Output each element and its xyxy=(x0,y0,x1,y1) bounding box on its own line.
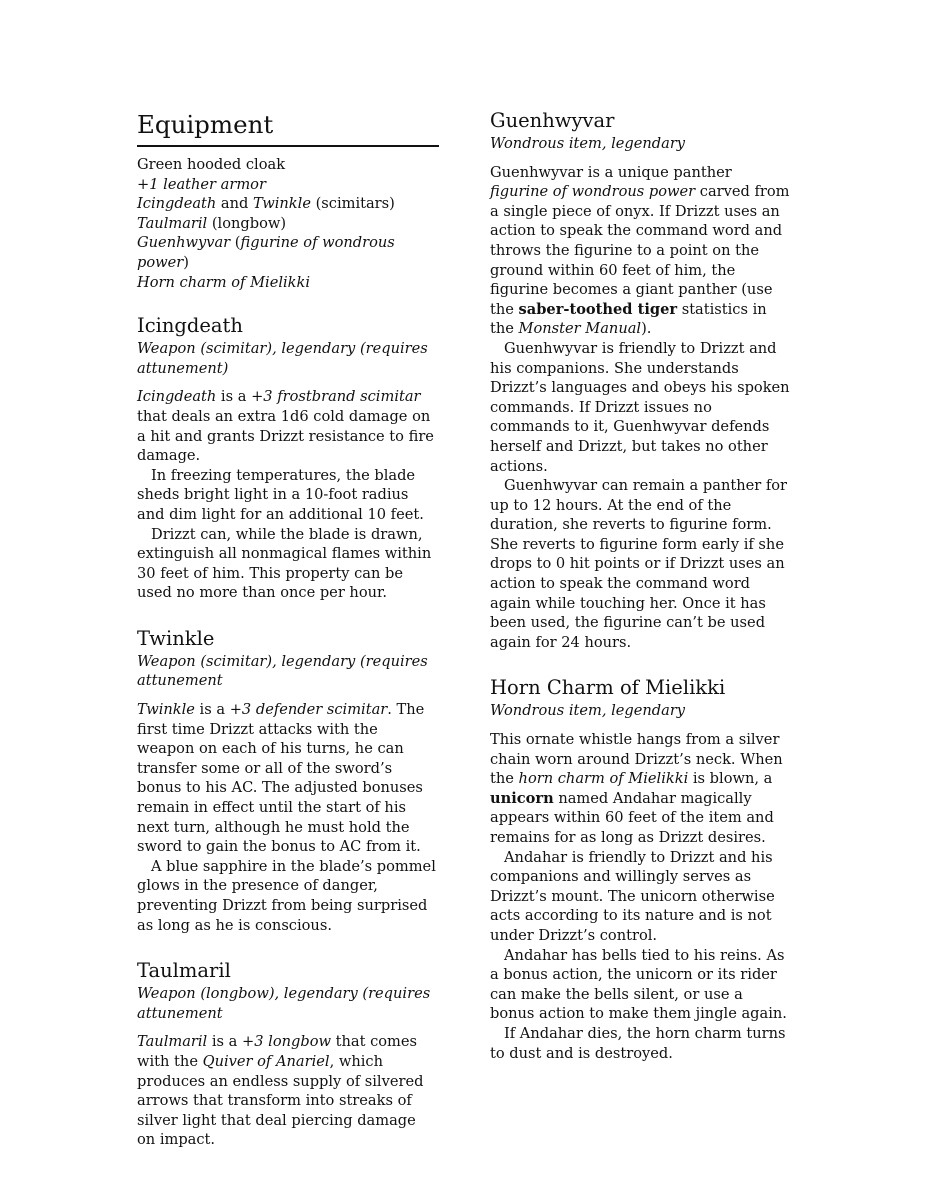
twinkle-subtitle: Weapon (scimitar), legendary (requires attunement xyxy=(137,652,428,690)
list-item: Icingdeath and Twinkle (scimitars) xyxy=(137,195,395,213)
guenhwyvar-paragraph-2: Guenhwyvar is friendly to Drizzt and his companions. She understands Drizzt’s languages and obeys his spoken commands. If Drizzt issues no commands to it, Guenhwyvar defends herself and Drizzt, but takes no other actions. xyxy=(490,339,790,475)
left-column xyxy=(137,108,437,1150)
icingdeath-subtitle: Weapon (scimitar), legendary (requires attunement) xyxy=(137,340,428,377)
taulmaril-title: Taulmaril xyxy=(137,959,231,983)
icingdeath-title: Icingdeath xyxy=(137,314,243,338)
guenhwyvar-subtitle: Wondrous item, legendary xyxy=(490,135,686,152)
guenhwyvar-title: Guenhwyvar xyxy=(490,109,615,132)
horn-charm-paragraph-4: If Andahar dies, the horn charm turns to dust and is destroyed. xyxy=(490,1024,786,1062)
list-item: +1 leather armor xyxy=(137,175,266,193)
icingdeath-paragraph-3: Drizzt can, while the blade is drawn, extinguish all nonmagical flames within 30 feet of him. This property can be used no more than once per hour. xyxy=(137,525,432,602)
horn-charm-paragraph-3: Andahar has bells tied to his reins. As a bonus action, the unicorn or its rider can make the bells silent, or use a bonus action to make them jingle again. xyxy=(490,946,787,1023)
taulmaril-paragraph-1: Taulmaril is a +3 longbow that comes with the Quiver of Anariel, which produces an endless supply of silvered arrows that transform into streaks of silver light that deal piercing damage on impact. xyxy=(137,1033,424,1149)
horn-charm-subtitle: Wondrous item, legendary xyxy=(490,702,686,720)
list-item: Horn charm of Mielikki xyxy=(137,273,311,291)
equipment-heading: Equipment xyxy=(137,108,439,147)
horn-charm-paragraph-2: Andahar is friendly to Drizzt and his companions and willingly serves as Drizzt’s mount. The unicorn otherwise acts according to its nature and is not under Drizzt’s control. xyxy=(490,848,775,944)
guenhwyvar-paragraph-3: Guenhwyvar can remain a panther for up to 12 hours. At the end of the duration, she reverts to figurine form. She reverts to figurine form early if she drops to 0 hit points or if Drizzt uses an action to speak the command word again while touching her. Once it has been used, the figurine can’t be used again for 24 hours. xyxy=(490,477,788,651)
horn-charm-title: Horn Charm of Mielikki xyxy=(490,676,726,700)
equipment-list xyxy=(137,155,437,292)
taulmaril-subtitle: Weapon (longbow), legendary (requires attunement xyxy=(137,985,431,1022)
twinkle-paragraph-1: Twinkle is a +3 defender scimitar. The first time Drizzt attacks with the weapon on each of his turns, he can transfer some or all of the sword’s bonus to his AC. The adjusted bonuses remain in effect until the start of his next turn, although he must hold the sword to gain the bonus to AC from it. xyxy=(137,701,425,856)
twinkle-title: Twinkle xyxy=(137,626,215,650)
right-column xyxy=(490,108,790,1063)
list-item: Guenhwyvar (figurine of wondrous power) xyxy=(137,234,395,271)
list-item: Green hooded cloak xyxy=(137,156,286,173)
icingdeath-paragraph-2: In freezing temperatures, the blade sheds bright light in a 10-foot radius and dim light for an additional 10 feet. xyxy=(137,466,424,523)
guenhwyvar-paragraph-1: Guenhwyvar is a unique panther figurine of wondrous power carved from a single piece of onyx. If Drizzt uses an action to speak the command word and throws the figurine to a point on the ground within 60 feet of him, the figurine becomes a giant panther (use the saber-toothed tiger statistics in the Monster Manual). xyxy=(490,163,790,338)
list-item: Taulmaril (longbow) xyxy=(137,214,287,232)
twinkle-paragraph-2: A blue sapphire in the blade’s pommel glows in the presence of danger, preventing Drizzt from being surprised as long as he is conscious. xyxy=(137,857,436,934)
horn-charm-paragraph-1: This ornate whistle hangs from a silver chain worn around Drizzt’s neck. When the horn charm of Mielikki is blown, a unicorn named Andahar magically appears within 60 feet of the item and remains for as long as Drizzt desires. xyxy=(490,731,783,846)
icingdeath-paragraph-1: Icingdeath is a +3 frostbrand scimitar that deals an extra 1d6 cold damage on a hit and grants Drizzt resistance to fire damage. xyxy=(137,388,434,465)
